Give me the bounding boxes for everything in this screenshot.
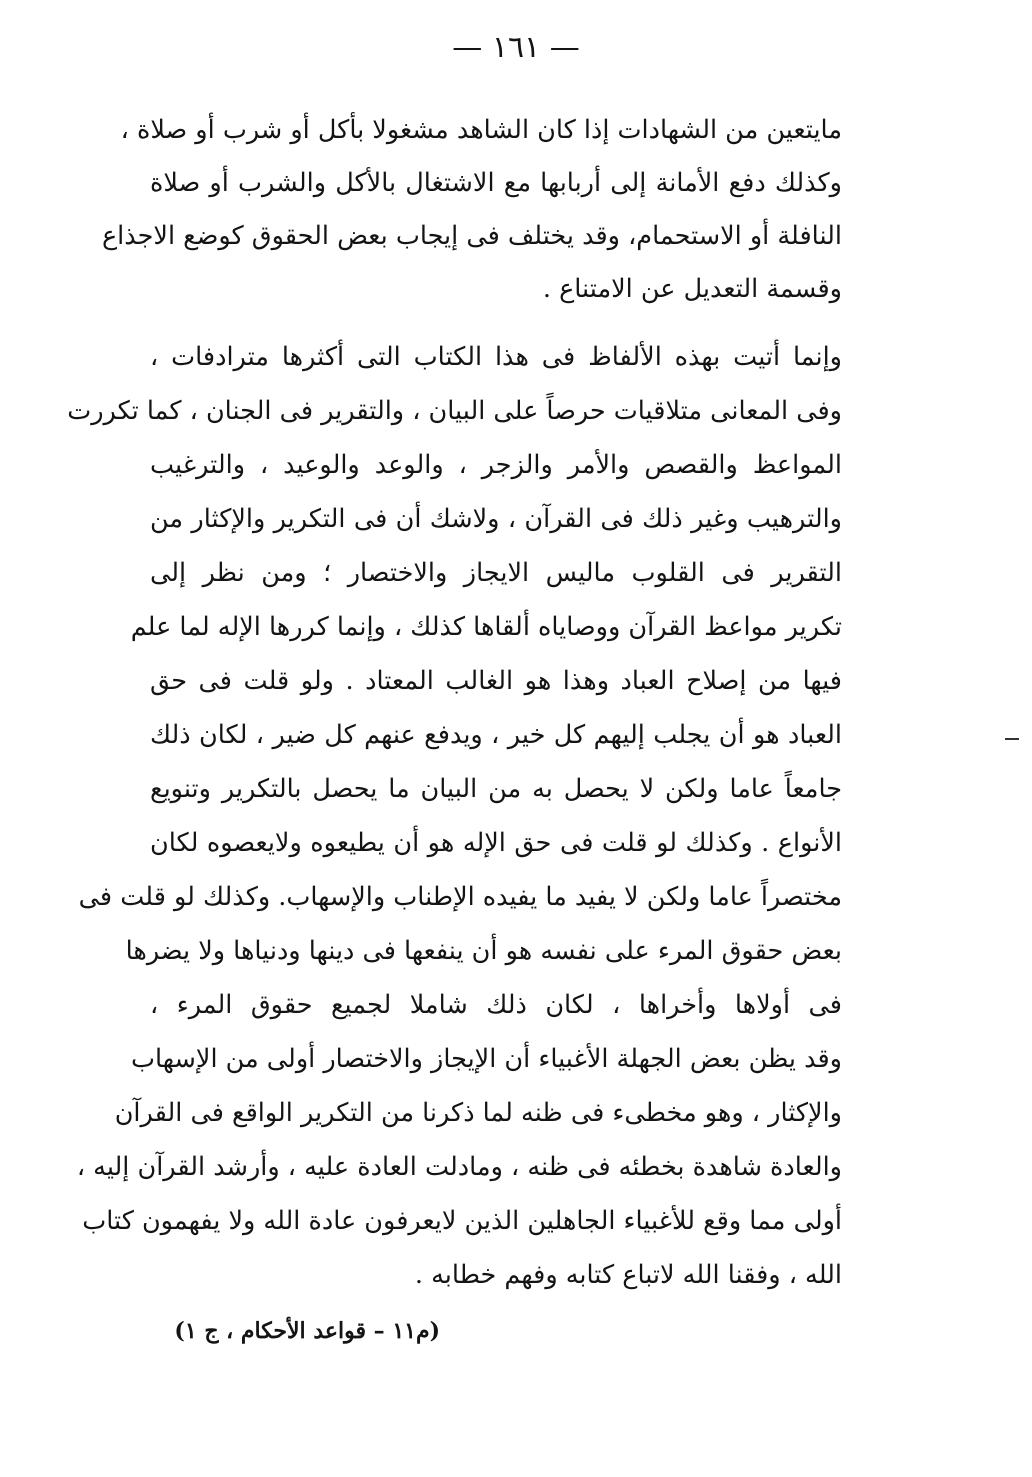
text-line: المواعظ والقصص والأمر والزجر ، والوعد والوعيد ، والترغيب — [150, 450, 842, 480]
text-line: مختصراً عاما ولكن لا يفيد ما يفيده الإطناب والإسهاب. وكذلك لو قلت فى — [78, 882, 842, 912]
margin-mark — [1005, 738, 1019, 740]
text-line: الله ، وفقنا الله لاتباع كتابه وفهم خطابه . — [414, 1260, 842, 1290]
text-line: وكذلك دفع الأمانة إلى أربابها مع الاشتغال بالأكل والشرب أو صلاة — [150, 168, 842, 198]
text-line: فيها من إصلاح العباد وهذا هو الغالب المعتاد . ولو قلت فى حق — [150, 666, 842, 696]
text-line: فى أولاها وأخراها ، لكان ذلك شاملا لجميع حقوق المرء ، — [150, 990, 842, 1020]
paragraph-2 — [67, 330, 842, 1302]
text-line: وقسمة التعديل عن الامتناع . — [542, 274, 842, 304]
text-line: جامعاً عاما ولكن لا يحصل به من البيان ما يحصل بالتكرير وتنويع — [150, 774, 842, 804]
text-line: وإنما أتيت بهذه الألفاظ فى هذا الكتاب التى أكثرها مترادفات ، — [150, 342, 842, 372]
text-line: بعض حقوق المرء على نفسه هو أن ينفعها فى دينها ودنياها ولا يضرها — [125, 936, 842, 966]
text-line: والإكثار ، وهو مخطىء فى ظنه لما ذكرنا من التكرير الواقع فى القرآن — [114, 1098, 842, 1128]
text-line: وقد يظن بعض الجهلة الأغبياء أن الإيجاز والاختصار أولى من الإسهاب — [131, 1044, 842, 1074]
text-line: تكرير مواعظ القرآن ووصاياه ألقاها كذلك ، وإنما كررها الإله لما علم — [130, 612, 842, 642]
text-line: العباد هو أن يجلب إليهم كل خير ، ويدفع عنهم كل ضير ، لكان ذلك — [150, 720, 842, 750]
text-line: أولى مما وقع للأغبياء الجاهلين الذين لايعرفون عادة الله ولا يفهمون كتاب — [82, 1206, 842, 1236]
text-line: مايتعين من الشهادات إذا كان الشاهد مشغولا بأكل أو شرب أو صلاة ، — [120, 115, 842, 145]
page-number: — ١٦١ — — [452, 30, 580, 65]
footer-note: (م١١ – قواعد الأحكام ، ج ١) — [174, 1318, 440, 1344]
text-line: وفى المعانى متلاقيات حرصاً على البيان ، والتقرير فى الجنان ، كما تكررت — [67, 396, 842, 426]
paragraph-1 — [101, 104, 842, 316]
text-line: والعادة شاهدة بخطئه فى ظنه ، ومادلت العادة عليه ، وأرشد القرآن إليه ، — [76, 1152, 842, 1182]
text-line: والترهيب وغير ذلك فى القرآن ، ولاشك أن فى التكرير والإكثار من — [150, 504, 842, 534]
text-line: النافلة أو الاستحمام، وقد يختلف فى إيجاب بعض الحقوق كوضع الاجذاع — [101, 221, 842, 251]
text-line: الأنواع . وكذلك لو قلت فى حق الإله هو أن يطيعوه ولايعصوه لكان — [150, 828, 842, 858]
text-line: التقرير فى القلوب ماليس الايجاز والاختصار ؛ ومن نظر إلى — [150, 558, 842, 588]
